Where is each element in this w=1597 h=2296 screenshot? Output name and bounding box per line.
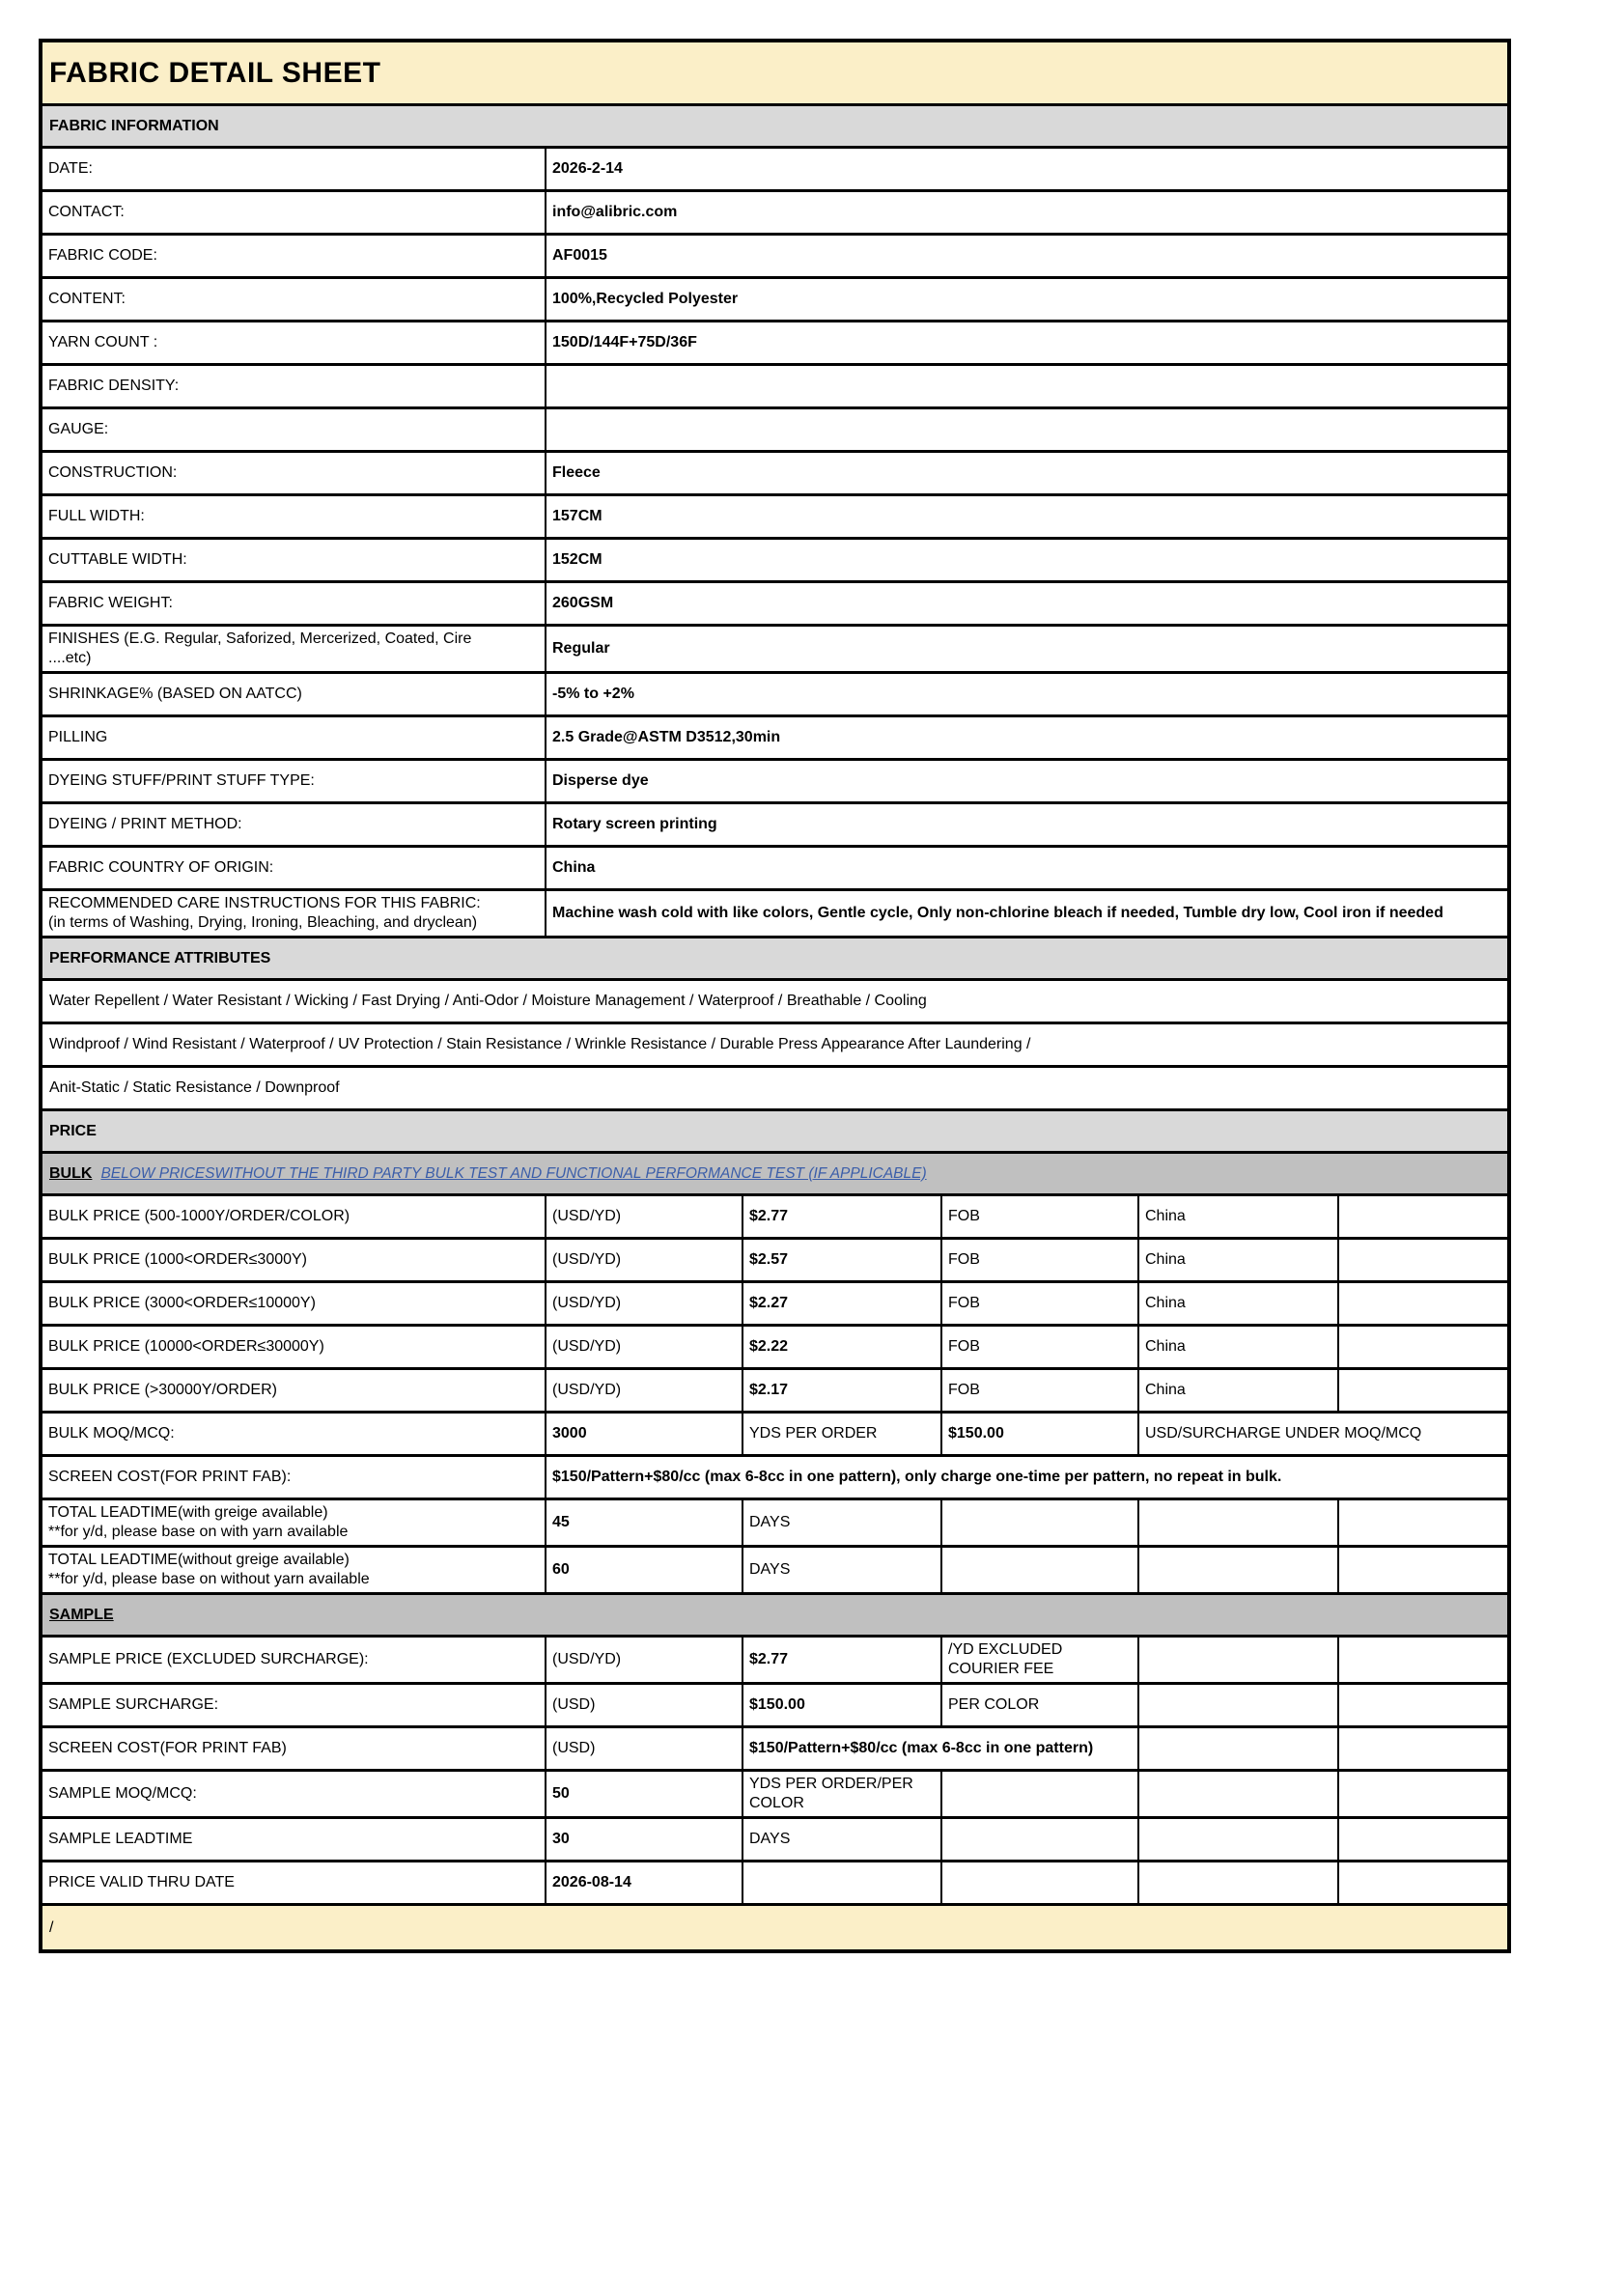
cell-text: China <box>1145 1208 1186 1224</box>
cell-text: $2.77 <box>749 1208 789 1224</box>
row-value-text: Machine wash cold with like colors, Gentle cycle, Only non-chlorine bleach if needed, Tumble dry low, Cool iron if needed <box>552 905 1443 921</box>
row-label <box>42 453 545 493</box>
row-label <box>42 1819 545 1860</box>
row-cell <box>742 1196 940 1237</box>
cell-subtext: **for y/d, please base on without yarn available <box>48 1571 370 1587</box>
row-label-text: YARN COUNT : <box>48 334 158 350</box>
cell-text: 3000 <box>552 1425 587 1442</box>
performance-attribute-row: Water Repellent / Water Resistant / Wicking / Fast Drying / Anti-Odor / Moisture Management / Waterproof / Breathable / Cooling <box>42 981 1507 1024</box>
row-label-text: FABRIC CODE: <box>48 247 157 264</box>
row-value <box>545 236 1507 276</box>
row-cell <box>545 1414 742 1454</box>
table-row <box>42 322 1507 366</box>
sample-price-table <box>42 1638 1507 1906</box>
page-title-row <box>42 42 1507 106</box>
table-row <box>42 1685 1507 1728</box>
bulk-subheader-row <box>42 1154 1507 1196</box>
row-value-text: AF0015 <box>552 247 607 264</box>
row-cell <box>742 1283 940 1324</box>
cell-text: YDS PER ORDER/PER COLOR <box>749 1776 913 1811</box>
cell-text: FOB <box>948 1338 980 1355</box>
row-label-text: BULK PRICE (3000<ORDER≤10000Y) <box>48 1295 316 1311</box>
row-cell <box>940 1196 1137 1237</box>
row-value <box>545 409 1507 450</box>
row-label-text: PRICE VALID THRU DATE <box>48 1874 235 1890</box>
row-label <box>42 848 545 888</box>
table-row <box>42 366 1507 409</box>
table-row <box>42 453 1507 496</box>
row-cell <box>742 1772 940 1816</box>
table-row <box>42 1370 1507 1414</box>
row-label <box>42 1548 545 1592</box>
row-label <box>42 366 545 406</box>
page-title: FABRIC DETAIL SHEET <box>49 56 381 89</box>
table-row <box>42 1772 1507 1819</box>
row-cell <box>1137 1240 1337 1280</box>
row-cell <box>1337 1240 1507 1280</box>
table-row <box>42 1327 1507 1370</box>
table-row <box>42 674 1507 717</box>
cell-text: China <box>1145 1295 1186 1311</box>
row-cell <box>1337 1685 1507 1725</box>
performance-attributes-table <box>42 981 1507 1111</box>
row-label-text: FABRIC DENSITY: <box>48 378 180 394</box>
row-cell <box>1137 1638 1337 1682</box>
fabric-detail-sheet <box>39 39 1511 1953</box>
cell-text: 50 <box>552 1785 570 1802</box>
row-cell <box>545 1500 742 1545</box>
row-value <box>545 453 1507 493</box>
row-cell <box>940 1548 1137 1592</box>
cell-text: 45 <box>552 1514 570 1530</box>
row-label-text: CONTENT: <box>48 291 126 307</box>
row-value <box>545 149 1507 189</box>
row-value-text: -5% to +2% <box>552 686 634 702</box>
cell-text: China <box>1145 1382 1186 1398</box>
row-value <box>545 804 1507 845</box>
row-cell <box>545 1862 742 1903</box>
row-value-text: Disperse dye <box>552 772 649 789</box>
performance-attribute-row: Anit-Static / Static Resistance / Downproof <box>42 1068 1507 1111</box>
row-cell <box>1137 1728 1337 1769</box>
row-label-text: BULK PRICE (500-1000Y/ORDER/COLOR) <box>48 1208 350 1224</box>
row-label <box>42 192 545 233</box>
cell-text: (USD/YD) <box>552 1338 622 1355</box>
row-label-text: DYEING STUFF/PRINT STUFF TYPE: <box>48 772 315 789</box>
row-cell <box>742 1240 940 1280</box>
cell-text: YDS PER ORDER <box>749 1425 878 1442</box>
table-row <box>42 236 1507 279</box>
row-cell <box>940 1414 1137 1454</box>
row-value <box>545 279 1507 320</box>
row-value-text: 100%,Recycled Polyester <box>552 291 739 307</box>
table-row <box>42 1728 1507 1772</box>
row-value <box>545 761 1507 801</box>
row-cell <box>1337 1283 1507 1324</box>
cell-text: DAYS <box>749 1514 791 1530</box>
cell-text: $2.22 <box>749 1338 789 1355</box>
row-cell <box>545 1327 742 1367</box>
row-cell <box>1337 1500 1507 1545</box>
table-row <box>42 1196 1507 1240</box>
cell-text: 30 <box>552 1831 570 1847</box>
row-cell <box>940 1370 1137 1411</box>
footer-row: / <box>42 1906 1507 1949</box>
row-label <box>42 1638 545 1682</box>
section-header-price: PRICE <box>42 1111 1507 1154</box>
row-cell <box>940 1240 1137 1280</box>
row-value <box>545 627 1507 671</box>
row-cell <box>1137 1370 1337 1411</box>
table-row <box>42 583 1507 627</box>
row-cell <box>940 1819 1137 1860</box>
row-value <box>545 322 1507 363</box>
row-value-text: China <box>552 859 596 876</box>
row-cell <box>1337 1370 1507 1411</box>
row-label-text: BULK MOQ/MCQ: <box>48 1425 175 1442</box>
row-label-text: PILLING <box>48 729 108 745</box>
row-label-text: CONTACT: <box>48 204 125 220</box>
sample-label: SAMPLE <box>49 1606 114 1623</box>
cell-text: $2.17 <box>749 1382 789 1398</box>
row-cell <box>940 1500 1137 1545</box>
row-label-text: SCREEN COST(FOR PRINT FAB): <box>48 1469 292 1485</box>
table-row <box>42 1240 1507 1283</box>
row-cell <box>742 1370 940 1411</box>
row-cell <box>940 1638 1137 1682</box>
table-row <box>42 848 1507 891</box>
table-row <box>42 761 1507 804</box>
row-label-text: SHRINKAGE% (BASED ON AATCC) <box>48 686 302 702</box>
row-value <box>545 891 1507 936</box>
row-label <box>42 1414 545 1454</box>
row-cell <box>742 1638 940 1682</box>
bulk-price-table <box>42 1196 1507 1595</box>
row-cell <box>1137 1283 1337 1324</box>
cell-text: /YD EXCLUDED COURIER FEE <box>948 1641 1063 1677</box>
row-label-text: DATE: <box>48 160 93 177</box>
cell-text: $2.57 <box>749 1251 789 1268</box>
row-value-text: Fleece <box>552 464 601 481</box>
row-value-text: 2.5 Grade@ASTM D3512,30min <box>552 729 781 745</box>
table-row <box>42 192 1507 236</box>
row-label-text: SAMPLE LEADTIME <box>48 1831 193 1847</box>
row-label <box>42 1500 545 1545</box>
cell-text: DAYS <box>749 1831 791 1847</box>
cell-text: FOB <box>948 1251 980 1268</box>
cell-text: FOB <box>948 1295 980 1311</box>
row-value <box>545 366 1507 406</box>
table-row <box>42 1548 1507 1595</box>
row-cell <box>545 1283 742 1324</box>
cell-text: DAYS <box>749 1561 791 1578</box>
row-label-subtext: ....etc) <box>48 650 92 666</box>
row-label-text: SAMPLE PRICE (EXCLUDED SURCHARGE): <box>48 1651 369 1667</box>
row-value-text: info@alibric.com <box>552 204 678 220</box>
row-label-text: TOTAL LEADTIME(without greige available) <box>48 1552 350 1568</box>
row-cell <box>1337 1548 1507 1592</box>
row-cell <box>940 1772 1137 1816</box>
row-value <box>545 192 1507 233</box>
row-label <box>42 761 545 801</box>
row-cell <box>545 1457 1507 1498</box>
row-label-text: BULK PRICE (10000<ORDER≤30000Y) <box>48 1338 324 1355</box>
row-cell <box>1137 1862 1337 1903</box>
cell-text: $2.27 <box>749 1295 789 1311</box>
row-cell <box>545 1196 742 1237</box>
row-label <box>42 1728 545 1769</box>
cell-text: (USD/YD) <box>552 1251 622 1268</box>
row-cell <box>1337 1728 1507 1769</box>
row-value <box>545 496 1507 537</box>
row-label <box>42 496 545 537</box>
row-value <box>545 717 1507 758</box>
table-row <box>42 804 1507 848</box>
row-cell <box>1337 1772 1507 1816</box>
table-row <box>42 1862 1507 1906</box>
row-cell <box>742 1500 940 1545</box>
cell-text: (USD/YD) <box>552 1295 622 1311</box>
row-cell <box>1137 1327 1337 1367</box>
row-label-text: TOTAL LEADTIME(with greige available) <box>48 1504 328 1521</box>
row-label-text: CUTTABLE WIDTH: <box>48 551 187 568</box>
row-label-text: SAMPLE MOQ/MCQ: <box>48 1785 197 1802</box>
row-cell <box>545 1638 742 1682</box>
table-row <box>42 1283 1507 1327</box>
row-cell <box>545 1370 742 1411</box>
cell-text: 60 <box>552 1561 570 1578</box>
table-row <box>42 409 1507 453</box>
bulk-note-link[interactable]: BELOW PRICESWITHOUT THE THIRD PARTY BULK TEST AND FUNCTIONAL PERFORMANCE TEST (IF APPLICABLE) <box>100 1164 927 1182</box>
row-cell <box>1137 1819 1337 1860</box>
row-label <box>42 322 545 363</box>
row-cell <box>1337 1327 1507 1367</box>
row-value-text: 152CM <box>552 551 602 568</box>
table-row <box>42 891 1507 938</box>
cell-text: $150/Pattern+$80/cc (max 6-8cc in one pattern) <box>749 1740 1094 1756</box>
cell-text: (USD) <box>552 1696 596 1713</box>
row-value <box>545 848 1507 888</box>
row-label <box>42 1240 545 1280</box>
row-label-text: BULK PRICE (1000<ORDER≤3000Y) <box>48 1251 308 1268</box>
row-cell <box>742 1548 940 1592</box>
cell-text: (USD) <box>552 1740 596 1756</box>
table-row <box>42 1457 1507 1500</box>
cell-text: (USD/YD) <box>552 1382 622 1398</box>
cell-text: (USD/YD) <box>552 1208 622 1224</box>
performance-attribute-row: Windproof / Wind Resistant / Waterproof / UV Protection / Stain Resistance / Wrinkle Resistance / Durable Press Appearance After Laundering / <box>42 1024 1507 1068</box>
row-label-text: RECOMMENDED CARE INSTRUCTIONS FOR THIS FABRIC: <box>48 895 481 911</box>
row-cell <box>940 1862 1137 1903</box>
row-label <box>42 804 545 845</box>
row-cell <box>742 1414 940 1454</box>
cell-text: China <box>1145 1338 1186 1355</box>
row-label <box>42 583 545 624</box>
row-cell <box>1137 1548 1337 1592</box>
row-cell <box>545 1819 742 1860</box>
row-cell <box>545 1685 742 1725</box>
row-cell <box>1137 1772 1337 1816</box>
row-label <box>42 540 545 580</box>
row-label-text: GAUGE: <box>48 421 109 437</box>
row-cell <box>940 1283 1137 1324</box>
table-row <box>42 1414 1507 1457</box>
cell-text: (USD/YD) <box>552 1651 622 1667</box>
cell-text: PER COLOR <box>948 1696 1040 1713</box>
row-label <box>42 674 545 714</box>
row-label <box>42 891 545 936</box>
row-cell <box>1137 1500 1337 1545</box>
row-cell <box>940 1685 1137 1725</box>
row-label-text: FABRIC WEIGHT: <box>48 595 173 611</box>
row-value <box>545 674 1507 714</box>
row-cell <box>1337 1819 1507 1860</box>
row-cell <box>1137 1196 1337 1237</box>
row-label-text: BULK PRICE (>30000Y/ORDER) <box>48 1382 277 1398</box>
cell-subtext: **for y/d, please base on with yarn available <box>48 1524 349 1540</box>
cell-text: USD/SURCHARGE UNDER MOQ/MCQ <box>1145 1425 1422 1442</box>
row-cell <box>742 1862 940 1903</box>
bulk-label: BULK <box>49 1164 93 1182</box>
row-cell <box>545 1548 742 1592</box>
row-value <box>545 540 1507 580</box>
cell-text: FOB <box>948 1382 980 1398</box>
row-label <box>42 627 545 671</box>
row-label <box>42 717 545 758</box>
row-label <box>42 1685 545 1725</box>
row-label-text: FINISHES (E.G. Regular, Saforized, Mercerized, Coated, Cire <box>48 630 472 647</box>
cell-text: $150.00 <box>948 1425 1004 1442</box>
row-label <box>42 1370 545 1411</box>
table-row <box>42 279 1507 322</box>
table-row <box>42 627 1507 674</box>
row-cell <box>1137 1414 1507 1454</box>
row-label-text: FABRIC COUNTRY OF ORIGIN: <box>48 859 274 876</box>
row-label <box>42 1862 545 1903</box>
row-cell <box>545 1240 742 1280</box>
table-row <box>42 1500 1507 1548</box>
row-label-text: CONSTRUCTION: <box>48 464 178 481</box>
row-value-text: Rotary screen printing <box>552 816 717 832</box>
row-label <box>42 1327 545 1367</box>
row-label <box>42 279 545 320</box>
row-cell <box>940 1327 1137 1367</box>
cell-text: $150/Pattern+$80/cc (max 6-8cc in one pattern), only charge one-time per pattern, no repeat in bulk. <box>552 1469 1282 1485</box>
row-value-text: 150D/144F+75D/36F <box>552 334 697 350</box>
table-row <box>42 496 1507 540</box>
cell-text: FOB <box>948 1208 980 1224</box>
cell-text: China <box>1145 1251 1186 1268</box>
row-value-text: 157CM <box>552 508 602 524</box>
row-cell <box>1137 1685 1337 1725</box>
table-row <box>42 149 1507 192</box>
row-cell <box>545 1772 742 1816</box>
section-header-performance-attributes: PERFORMANCE ATTRIBUTES <box>42 938 1507 981</box>
cell-text: 2026-08-14 <box>552 1874 631 1890</box>
row-cell <box>1337 1196 1507 1237</box>
section-header-fabric-information: FABRIC INFORMATION <box>42 106 1507 149</box>
row-label-text: SCREEN COST(FOR PRINT FAB) <box>48 1740 287 1756</box>
row-label-text: DYEING / PRINT METHOD: <box>48 816 242 832</box>
row-label <box>42 1457 545 1498</box>
row-value-text: 260GSM <box>552 595 614 611</box>
row-label <box>42 1772 545 1816</box>
row-label-subtext: (in terms of Washing, Drying, Ironing, Bleaching, and dryclean) <box>48 914 478 931</box>
table-row <box>42 717 1507 761</box>
sample-subheader-row <box>42 1595 1507 1638</box>
row-label-text: FULL WIDTH: <box>48 508 145 524</box>
row-cell <box>742 1819 940 1860</box>
row-label <box>42 1196 545 1237</box>
cell-text: $150.00 <box>749 1696 805 1713</box>
row-label <box>42 409 545 450</box>
fabric-information-table <box>42 149 1507 938</box>
row-cell <box>742 1327 940 1367</box>
row-label-text: SAMPLE SURCHARGE: <box>48 1696 219 1713</box>
row-value-text: Regular <box>552 640 610 657</box>
row-value <box>545 583 1507 624</box>
table-row <box>42 1819 1507 1862</box>
table-row <box>42 1638 1507 1685</box>
table-row <box>42 540 1507 583</box>
row-cell <box>742 1685 940 1725</box>
row-cell <box>545 1728 742 1769</box>
row-cell <box>1337 1862 1507 1903</box>
row-label <box>42 236 545 276</box>
row-value-text: 2026-2-14 <box>552 160 623 177</box>
row-label <box>42 149 545 189</box>
cell-text: $2.77 <box>749 1651 789 1667</box>
row-cell <box>742 1728 1137 1769</box>
row-label <box>42 1283 545 1324</box>
row-cell <box>1337 1638 1507 1682</box>
